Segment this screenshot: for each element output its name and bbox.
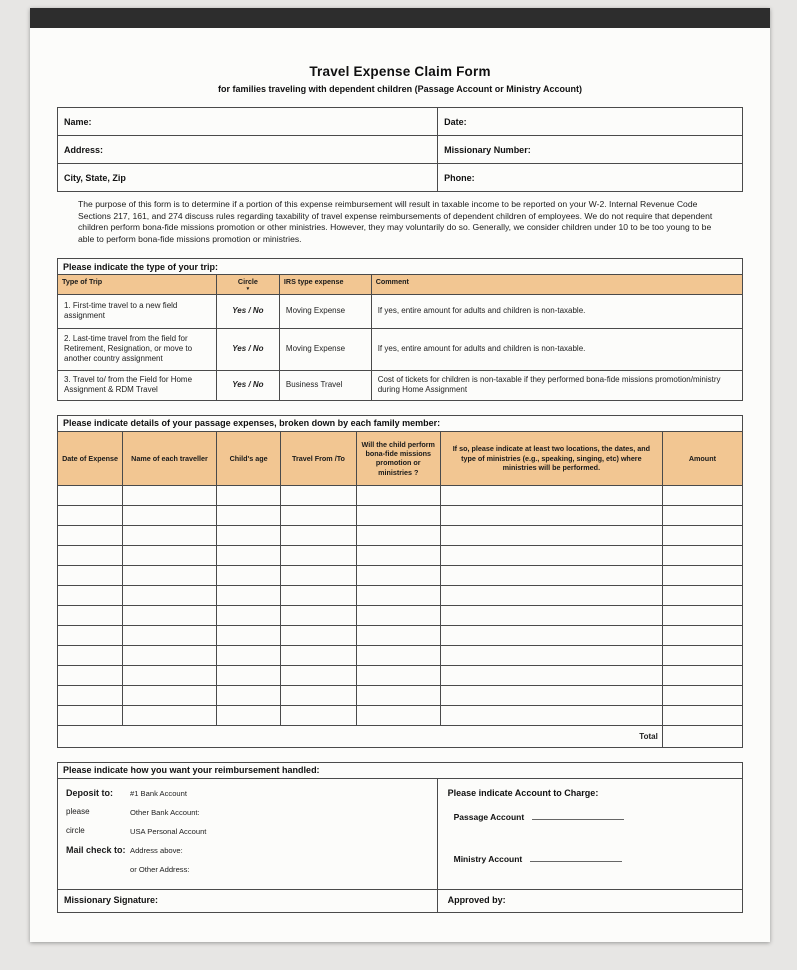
- other-address-option: or Other Address:: [130, 864, 190, 874]
- trip-type-cell: 2. Last-time travel from the field for Retirement, Resignation, or move to another country assignment: [58, 328, 217, 370]
- column-type-of-trip: Type of Trip: [58, 275, 217, 294]
- expense-empty-cell: [662, 645, 742, 665]
- expense-empty-cell: [216, 565, 280, 585]
- column-irs-type-expense: IRS type expense: [279, 275, 371, 294]
- expense-empty-cell: [216, 545, 280, 565]
- expense-empty-cell: [281, 705, 356, 725]
- expense-empty-cell: [216, 485, 280, 505]
- address-above-option: Address above:: [130, 845, 183, 855]
- expense-empty-cell: [356, 545, 440, 565]
- city-state-zip-field-label: City, State, Zip: [58, 164, 438, 192]
- page-title: Travel Expense Claim Form: [309, 64, 491, 79]
- expense-header-row: [58, 431, 743, 485]
- expense-empty-cell: [662, 705, 742, 725]
- total-row: [58, 725, 743, 747]
- expense-empty-cell: [123, 605, 217, 625]
- approved-by-label: Approved by:: [447, 894, 506, 905]
- trip-row-2: [58, 328, 743, 370]
- expense-empty-cell: [662, 565, 742, 585]
- expense-empty-cell: [216, 705, 280, 725]
- trip-irs-cell: Moving Expense: [279, 328, 371, 370]
- ministry-account-blank-line: [530, 853, 622, 862]
- column-date-of-expense: Date of Expense: [58, 431, 123, 485]
- expense-empty-cell: [58, 705, 123, 725]
- expense-empty-cell: [58, 525, 123, 545]
- expense-empty-cell: [281, 645, 356, 665]
- expense-empty-cell: [58, 545, 123, 565]
- expense-empty-cell: [440, 505, 662, 525]
- expense-empty-cell: [662, 625, 742, 645]
- trip-comment-cell: If yes, entire amount for adults and children is non-taxable.: [371, 294, 742, 328]
- expense-empty-cell: [440, 585, 662, 605]
- signature-row: [58, 889, 742, 912]
- other-bank-account-option: Other Bank Account:: [130, 807, 200, 817]
- bank-account-1-option: #1 Bank Account: [130, 788, 187, 798]
- expense-empty-cell: [281, 505, 356, 525]
- expense-empty-cell: [281, 685, 356, 705]
- expense-empty-cell: [356, 605, 440, 625]
- trip-type-table: [57, 274, 743, 400]
- ministry-account-option: [454, 853, 732, 864]
- column-ministry-details: If so, please indicate at least two locations, the dates, and type of ministries (e.g., speaking, singing, etc) where ministries will be performed.: [440, 431, 662, 485]
- expense-empty-cell: [58, 585, 123, 605]
- expense-empty-cell: [58, 485, 123, 505]
- expense-empty-cell: [440, 605, 662, 625]
- expense-empty-row: [58, 605, 743, 625]
- expense-empty-cell: [662, 585, 742, 605]
- expense-empty-cell: [216, 645, 280, 665]
- trip-circle-cell: Yes / No: [216, 370, 279, 400]
- expense-empty-row: [58, 565, 743, 585]
- trip-header-row: [58, 275, 743, 294]
- expense-empty-cell: [281, 585, 356, 605]
- expense-empty-cell: [216, 625, 280, 645]
- expense-empty-cell: [662, 685, 742, 705]
- deposit-row: [64, 845, 431, 855]
- empty-label: [64, 864, 130, 874]
- column-comment: Comment: [371, 275, 742, 294]
- expense-empty-row: [58, 645, 743, 665]
- address-field-label: Address:: [58, 136, 438, 164]
- expense-empty-cell: [216, 665, 280, 685]
- expense-empty-cell: [123, 525, 217, 545]
- deposit-options-panel: [58, 779, 438, 889]
- expense-empty-cell: [216, 525, 280, 545]
- expense-empty-row: [58, 505, 743, 525]
- column-circle-label: Circle: [237, 277, 258, 287]
- column-traveller-name: Name of each traveller: [123, 431, 217, 485]
- column-child-performs-ministries: Will the child perform bona-fide missions promotion or ministries ?: [356, 431, 440, 485]
- passage-expense-section: [57, 415, 743, 748]
- document-content: [30, 64, 770, 913]
- trip-type-cell: 1. First-time travel to a new field assignment: [58, 294, 217, 328]
- expense-empty-cell: [440, 665, 662, 685]
- passage-account-option: [454, 811, 732, 822]
- expense-empty-cell: [123, 565, 217, 585]
- missionary-number-field-label: Missionary Number:: [438, 136, 743, 164]
- expense-empty-cell: [123, 665, 217, 685]
- total-label: Total: [58, 725, 663, 747]
- expense-empty-cell: [440, 705, 662, 725]
- expense-empty-cell: [216, 685, 280, 705]
- purpose-paragraph: The purpose of this form is to determine if a portion of this expense reimbursement will result in taxable income to be reported on your W-2. Internal Revenue Code Sections 217, 161, and 274 discuss rules regarding taxability of travel expense reimbursements of dependent children of employees. We do not require that dependent children perform bona-fide missions promotion or other ministries. However, they may voluntarily do so. Generally, we consider children under 10 to be too young to be able to perform bona-fide missions promotion or ministries.: [78, 199, 713, 244]
- expense-empty-cell: [440, 685, 662, 705]
- trip-row-3: [58, 370, 743, 400]
- expense-empty-cell: [662, 665, 742, 685]
- document-sheet: [30, 8, 770, 942]
- trip-type-cell: 3. Travel to/ from the Field for Home Assignment & RDM Travel: [58, 370, 217, 400]
- expense-empty-cell: [662, 545, 742, 565]
- trip-irs-cell: Moving Expense: [279, 294, 371, 328]
- expense-empty-cell: [281, 545, 356, 565]
- reimbursement-section: [57, 762, 743, 913]
- info-row: [58, 136, 743, 164]
- expense-empty-row: [58, 705, 743, 725]
- expense-empty-cell: [123, 505, 217, 525]
- expense-empty-row: [58, 585, 743, 605]
- trip-comment-cell: If yes, entire amount for adults and children is non-taxable.: [371, 328, 742, 370]
- deposit-row: [64, 788, 431, 798]
- trip-row-1: [58, 294, 743, 328]
- mail-check-to-label: Mail check to:: [66, 844, 126, 855]
- trip-circle-cell: Yes / No: [216, 328, 279, 370]
- expense-empty-cell: [123, 645, 217, 665]
- expense-empty-row: [58, 665, 743, 685]
- deposit-row: [64, 826, 431, 836]
- expense-section-header: Please indicate details of your passage expenses, broken down by each family member:: [57, 415, 743, 432]
- expense-empty-cell: [440, 525, 662, 545]
- expense-empty-cell: [281, 485, 356, 505]
- name-field-label: Name:: [58, 108, 438, 136]
- expense-empty-row: [58, 525, 743, 545]
- expense-empty-cell: [123, 585, 217, 605]
- expense-empty-cell: [662, 485, 742, 505]
- expense-empty-cell: [281, 525, 356, 545]
- expense-empty-cell: [662, 525, 742, 545]
- expense-empty-rows: [58, 485, 743, 725]
- expense-empty-cell: [58, 665, 123, 685]
- missionary-signature-label: Missionary Signature:: [58, 890, 438, 912]
- expense-empty-cell: [356, 625, 440, 645]
- please-label: please: [66, 806, 90, 816]
- expense-empty-cell: [356, 525, 440, 545]
- column-amount: Amount: [662, 431, 742, 485]
- info-row: [58, 164, 743, 192]
- expense-empty-cell: [440, 545, 662, 565]
- expense-empty-cell: [58, 565, 123, 585]
- expense-empty-cell: [281, 665, 356, 685]
- expense-empty-cell: [356, 645, 440, 665]
- column-travel-from-to: Travel From /To: [281, 431, 356, 485]
- expense-empty-cell: [281, 605, 356, 625]
- expense-empty-cell: [356, 685, 440, 705]
- reimbursement-box: [57, 762, 743, 913]
- expense-empty-cell: [216, 505, 280, 525]
- expense-empty-cell: [440, 485, 662, 505]
- scan-edge-band: [30, 8, 770, 28]
- passage-account-label: Passage Account: [453, 811, 525, 822]
- expense-empty-cell: [356, 665, 440, 685]
- expense-empty-cell: [216, 585, 280, 605]
- passage-account-blank-line: [532, 811, 624, 820]
- deposit-row: [64, 807, 431, 817]
- expense-empty-cell: [123, 685, 217, 705]
- usa-personal-account-option: USA Personal Account: [130, 826, 207, 836]
- deposit-row: [64, 864, 431, 874]
- expense-empty-cell: [356, 565, 440, 585]
- trip-circle-cell: Yes / No: [216, 294, 279, 328]
- passage-expense-table: [57, 431, 743, 748]
- phone-field-label: Phone:: [438, 164, 743, 192]
- expense-empty-cell: [440, 625, 662, 645]
- reimbursement-body: [58, 779, 742, 889]
- expense-empty-cell: [356, 585, 440, 605]
- expense-empty-row: [58, 545, 743, 565]
- deposit-to-label: Deposit to:: [66, 787, 113, 798]
- account-to-charge-header: Please indicate Account to Charge:: [447, 787, 599, 798]
- column-child-age: Child's age: [216, 431, 280, 485]
- trip-irs-cell: Business Travel: [279, 370, 371, 400]
- circle-indicator-icon: ▾: [246, 285, 250, 292]
- expense-empty-cell: [216, 605, 280, 625]
- reimbursement-section-header: Please indicate how you want your reimbursement handled:: [58, 763, 742, 779]
- trip-type-section: [57, 258, 743, 400]
- expense-empty-cell: [356, 505, 440, 525]
- expense-empty-cell: [356, 485, 440, 505]
- expense-empty-cell: [440, 565, 662, 585]
- expense-empty-cell: [123, 625, 217, 645]
- expense-empty-cell: [58, 645, 123, 665]
- expense-empty-cell: [58, 625, 123, 645]
- expense-empty-cell: [123, 545, 217, 565]
- total-amount-cell: [662, 725, 742, 747]
- expense-empty-cell: [123, 485, 217, 505]
- ministry-account-label: Ministry Account: [453, 853, 523, 864]
- column-circle: [216, 275, 279, 294]
- expense-empty-row: [58, 625, 743, 645]
- trip-comment-cell: Cost of tickets for children is non-taxable if they performed bona-fide missions promotion/ministry during Home Assignment: [371, 370, 742, 400]
- expense-empty-cell: [58, 605, 123, 625]
- expense-empty-cell: [440, 645, 662, 665]
- account-to-charge-panel: [438, 779, 742, 889]
- page-subtitle: for families traveling with dependent children (Passage Account or Ministry Account): [218, 84, 582, 94]
- circle-label: circle: [66, 825, 85, 835]
- expense-empty-row: [58, 485, 743, 505]
- info-table: [57, 107, 743, 192]
- expense-empty-row: [58, 685, 743, 705]
- expense-empty-cell: [356, 705, 440, 725]
- expense-empty-cell: [662, 605, 742, 625]
- expense-empty-cell: [281, 565, 356, 585]
- expense-empty-cell: [662, 505, 742, 525]
- expense-empty-cell: [58, 505, 123, 525]
- expense-empty-cell: [281, 625, 356, 645]
- trip-section-header: Please indicate the type of your trip:: [57, 258, 743, 275]
- date-field-label: Date:: [438, 108, 743, 136]
- info-row: [58, 108, 743, 136]
- expense-empty-cell: [123, 705, 217, 725]
- expense-empty-cell: [58, 685, 123, 705]
